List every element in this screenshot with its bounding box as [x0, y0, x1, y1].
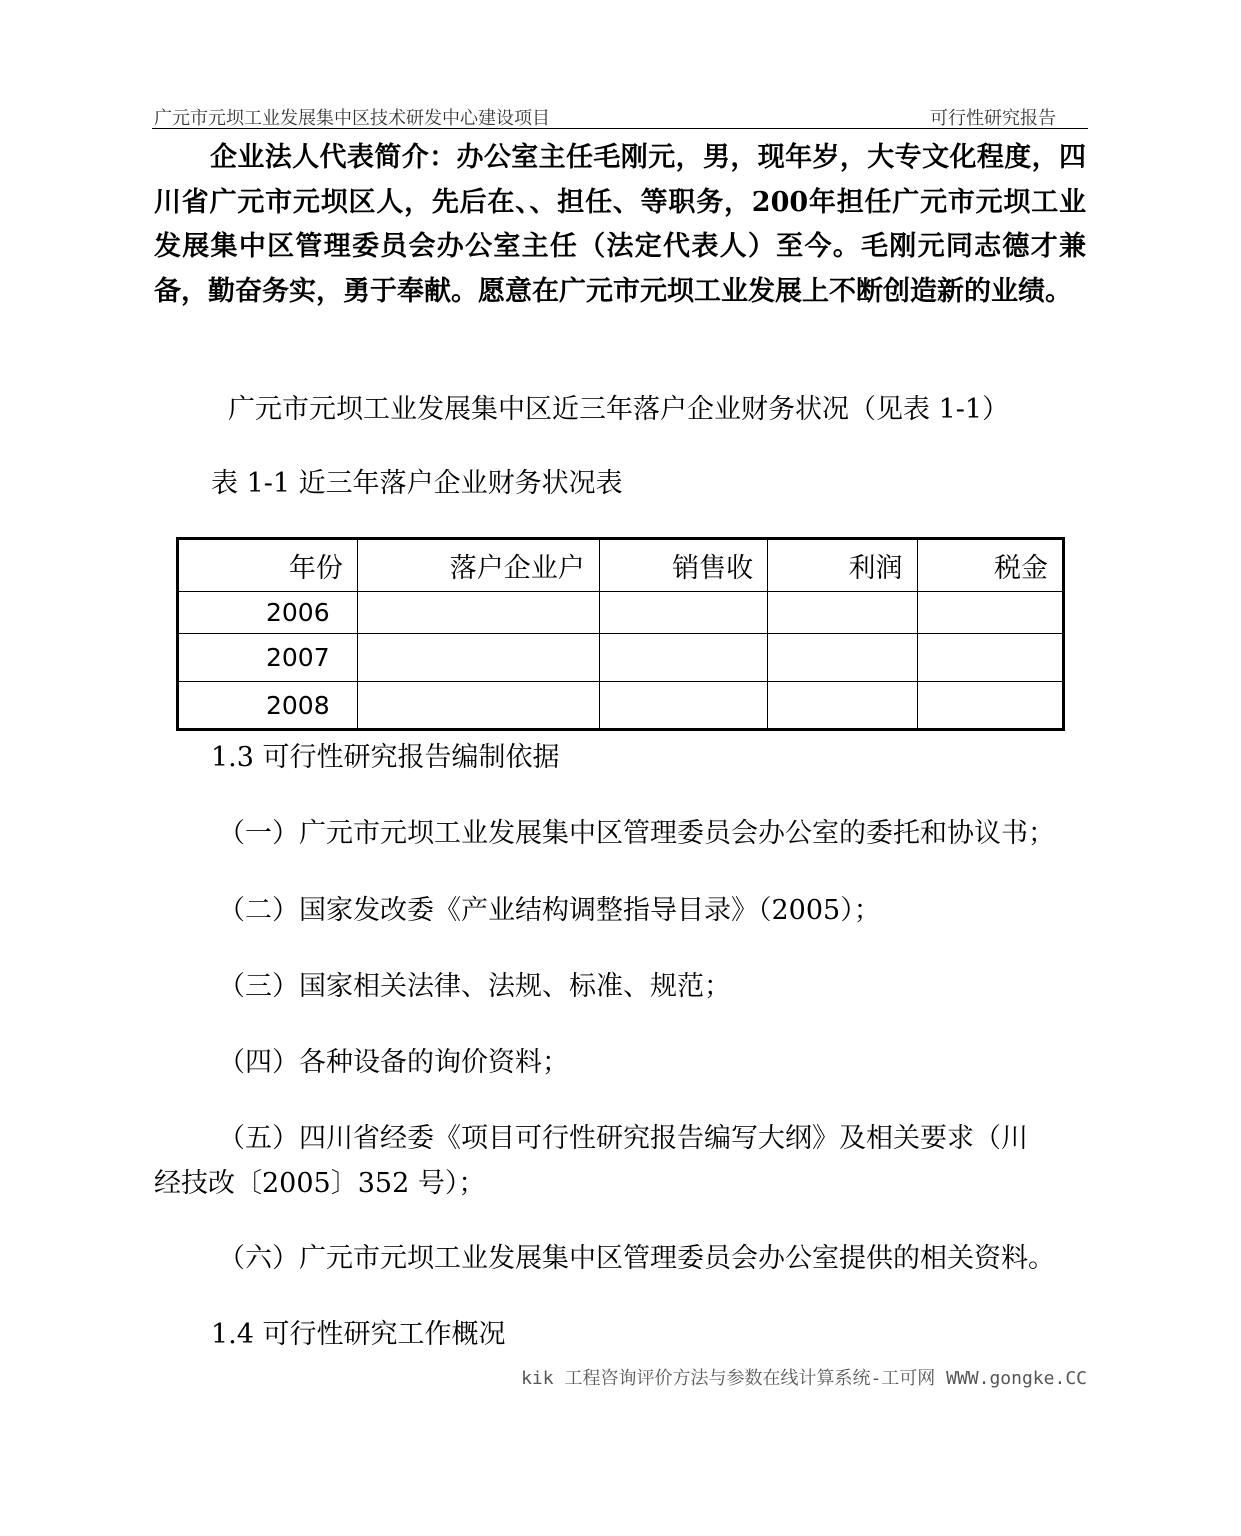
table-row [178, 682, 1064, 730]
header-project-title: 广元市元坝工业发展集中区技术研发中心建设项目 [154, 108, 550, 129]
basis-item-2: （二）国家发改委《产业结构调整指导目录》（2005）； [218, 895, 881, 926]
col-header-households: 落户企业户 [357, 539, 599, 592]
cell-sales [599, 634, 767, 682]
section-heading-1-3: 1.3 可行性研究报告编制依据 [211, 742, 560, 773]
cell-profit [768, 592, 917, 634]
basis-item-1: （一）广元市元坝工业发展集中区管理委员会办公室的委托和协议书； [218, 818, 1055, 849]
cell-profit [768, 682, 917, 730]
section-heading-1-4: 1.4 可行性研究工作概况 [211, 1319, 506, 1350]
col-header-year: 年份 [178, 539, 358, 592]
cell-year: 2007 [178, 634, 358, 682]
cell-year: 2006 [178, 592, 358, 634]
header-report-type: 可行性研究报告 [930, 108, 1056, 129]
cell-sales [599, 592, 767, 634]
table-row [178, 634, 1064, 682]
cell-households [357, 682, 599, 730]
basis-item-4: （四）各种设备的询价资料； [218, 1047, 569, 1078]
basis-item-5-line2: 经技改〔2005〕352 号）； [154, 1168, 486, 1199]
page-header [152, 100, 1088, 129]
cell-sales [599, 682, 767, 730]
cell-households [357, 634, 599, 682]
basis-item-5-line1: （五）四川省经委《项目可行性研究报告编写大纲》及相关要求（川 [218, 1123, 1028, 1154]
basis-item-3: （三）国家相关法律、法规、标准、规范； [218, 971, 731, 1002]
legal-representative-paragraph: 企业法人代表简介：办公室主任毛刚元，男，现年岁，大专文化程度，四川省广元市元坝区人，先后在、、担任、等职务，200年担任广元市元坝工业发展集中区管理委员会办公室主任（法定代表人）至今。毛刚元同志德才兼备，勤奋务实，勇于奉献。愿意在广元市元坝工业发展上不断创造新的业绩。 [154, 142, 1086, 307]
cell-profit [768, 634, 917, 682]
finance-intro-line: 广元市元坝工业发展集中区近三年落户企业财务状况（见表 1-1） [228, 394, 1010, 425]
cell-households [357, 592, 599, 634]
col-header-tax: 税金 [917, 539, 1064, 592]
col-header-profit: 利润 [768, 539, 917, 592]
cell-year: 2008 [178, 682, 358, 730]
basis-item-6: （六）广元市元坝工业发展集中区管理委员会办公室提供的相关资料。 [218, 1243, 1055, 1274]
cell-tax [917, 592, 1064, 634]
col-header-sales: 销售收 [599, 539, 767, 592]
page-footer: kik 工程咨询评价方法与参数在线计算系统-工可网 WWW.gongke.CC [521, 1368, 1087, 1389]
cell-tax [917, 634, 1064, 682]
table-row [178, 592, 1064, 634]
finance-table [176, 537, 1065, 731]
table-caption: 表 1-1 近三年落户企业财务状况表 [211, 468, 623, 499]
table-header-row [178, 539, 1064, 592]
cell-tax [917, 682, 1064, 730]
